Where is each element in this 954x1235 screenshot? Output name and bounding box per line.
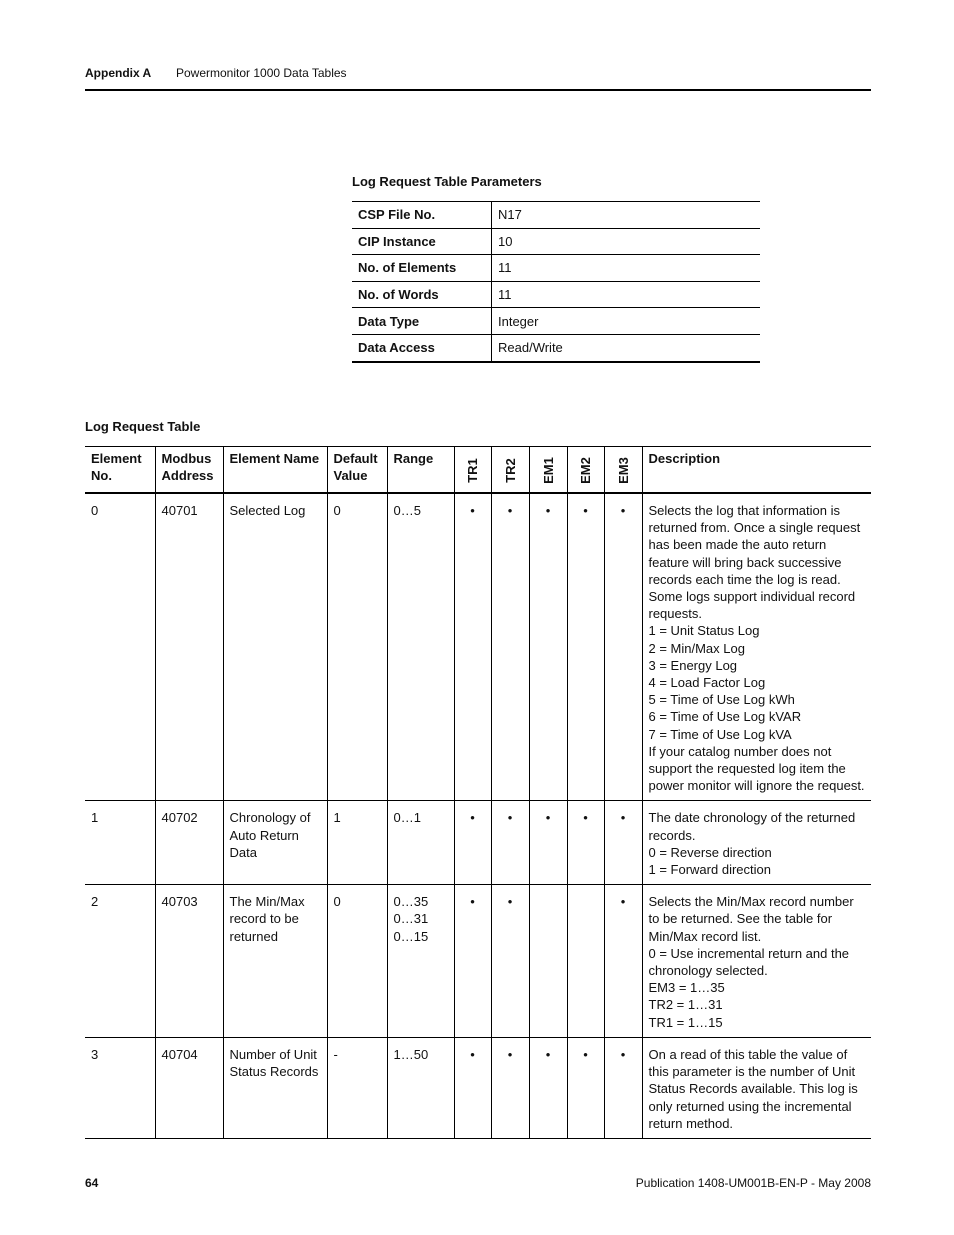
- param-key: No. of Elements: [352, 255, 492, 282]
- col-header-em2: [567, 447, 604, 494]
- cell-element-no: 2: [85, 885, 155, 1038]
- cell-em2: [567, 885, 604, 1038]
- cell-element-name: Selected Log: [223, 493, 327, 801]
- cell-tr2: •: [491, 1037, 529, 1138]
- description-line: If your catalog number does not support the requested log item the power monitor will ignore the request.: [648, 743, 865, 794]
- cell-modbus: 40704: [155, 1037, 223, 1138]
- cell-modbus: 40701: [155, 493, 223, 801]
- description-line: 4 = Load Factor Log: [648, 675, 766, 691]
- param-key: CIP Instance: [352, 228, 492, 255]
- cell-tr1: •: [454, 493, 491, 801]
- table-row: [85, 1037, 871, 1138]
- param-key: No. of Words: [352, 281, 492, 308]
- cell-tr1: •: [454, 885, 491, 1038]
- cell-em2: •: [567, 801, 604, 885]
- param-key: Data Type: [352, 308, 492, 335]
- cell-range: 1…50: [387, 1037, 454, 1138]
- cell-modbus: 40703: [155, 885, 223, 1038]
- description-line: 3 = Energy Log: [648, 657, 738, 673]
- page-number: 64: [85, 1176, 99, 1190]
- table-row: [352, 255, 760, 282]
- cell-tr2: •: [491, 801, 529, 885]
- description-line: Selects the log that information is returned from. Once a single request has been made the auto return feature will bring back successive records each time the log is read. Some logs support individual record requests.: [648, 503, 861, 622]
- description-line: On a read of this table the value of this parameter is the number of Unit Status Records available. This log is only returned using the incremental return method.: [648, 1046, 858, 1131]
- col-header-element-no: Element No.: [85, 447, 155, 494]
- cell-element-no: 3: [85, 1037, 155, 1138]
- cell-modbus: 40702: [155, 801, 223, 885]
- table-row: [85, 801, 871, 885]
- log-table-title: Log Request Table: [85, 419, 201, 434]
- cell-range: 0…5: [387, 493, 454, 801]
- cell-range: 0…1: [387, 801, 454, 885]
- table-header-row: [85, 447, 871, 494]
- appendix-label: Appendix A: [85, 66, 152, 80]
- description-line: TR2 = 1…31: [648, 997, 723, 1013]
- params-table-title: Log Request Table Parameters: [352, 174, 542, 189]
- col-header-tr2: [491, 447, 529, 494]
- param-value: 11: [492, 281, 761, 308]
- description-line: 6 = Time of Use Log kVAR: [648, 709, 802, 725]
- cell-em3: •: [604, 801, 642, 885]
- cell-element-name: The Min/Max record to be returned: [223, 885, 327, 1038]
- cell-em1: •: [529, 493, 567, 801]
- param-key: Data Access: [352, 334, 492, 361]
- col-header-default-value: Default Value: [327, 447, 387, 494]
- table-row: [352, 334, 760, 361]
- description-line: 0 = Reverse direction: [648, 844, 772, 860]
- cell-default: -: [327, 1037, 387, 1138]
- em3-label: EM3: [615, 457, 631, 484]
- description-line: TR1 = 1…15: [648, 1014, 723, 1030]
- cell-em2: •: [567, 493, 604, 801]
- table-row: [85, 493, 871, 801]
- description-line: Selects the Min/Max record number to be returned. See the table for Min/Max record list.: [648, 894, 854, 944]
- cell-em3: •: [604, 885, 642, 1038]
- cell-em3: •: [604, 493, 642, 801]
- col-header-description: Description: [642, 447, 871, 494]
- param-value: N17: [492, 202, 761, 229]
- table-row: [352, 308, 760, 335]
- col-header-element-name: Element Name: [223, 447, 327, 494]
- tr2-label: TR2: [502, 458, 518, 483]
- cell-em1: •: [529, 1037, 567, 1138]
- em2-label: EM2: [577, 457, 593, 484]
- log-request-table: [85, 446, 871, 1139]
- col-header-em3: [604, 447, 642, 494]
- description-line: 2 = Min/Max Log: [648, 640, 745, 656]
- cell-tr2: •: [491, 493, 529, 801]
- description-line: 5 = Time of Use Log kWh: [648, 692, 795, 708]
- cell-default: 0: [327, 493, 387, 801]
- description-line: 1 = Forward direction: [648, 862, 771, 878]
- em1-label: EM1: [540, 457, 556, 484]
- cell-tr1: •: [454, 1037, 491, 1138]
- param-value: 10: [492, 228, 761, 255]
- description-line: 7 = Time of Use Log kVA: [648, 726, 792, 742]
- cell-element-name: Number of Unit Status Records: [223, 1037, 327, 1138]
- page-header: [85, 66, 871, 88]
- param-key: CSP File No.: [352, 202, 492, 229]
- col-header-modbus: Modbus Address: [155, 447, 223, 494]
- param-value: Integer: [492, 308, 761, 335]
- table-row: [352, 202, 760, 229]
- cell-range: 0…35 0…31 0…15: [387, 885, 454, 1038]
- table-row: [85, 885, 871, 1038]
- cell-element-name: Chronology of Auto Return Data: [223, 801, 327, 885]
- cell-description: [642, 801, 871, 885]
- col-header-tr1: [454, 447, 491, 494]
- col-header-em1: [529, 447, 567, 494]
- table-row: [352, 281, 760, 308]
- description-line: EM3 = 1…35: [648, 980, 725, 996]
- description-line: 0 = Use incremental return and the chronology selected.: [648, 945, 850, 979]
- tr1-label: TR1: [465, 458, 480, 483]
- cell-element-no: 0: [85, 493, 155, 801]
- cell-default: 0: [327, 885, 387, 1038]
- param-value: Read/Write: [492, 334, 761, 361]
- params-table: [352, 201, 760, 363]
- cell-description: [642, 1037, 871, 1138]
- header-rule: [85, 89, 871, 91]
- cell-element-no: 1: [85, 801, 155, 885]
- table-row: [352, 228, 760, 255]
- cell-em3: •: [604, 1037, 642, 1138]
- cell-em2: •: [567, 1037, 604, 1138]
- description-line: 1 = Unit Status Log: [648, 623, 760, 639]
- cell-default: 1: [327, 801, 387, 885]
- description-line: The date chronology of the returned records.: [648, 810, 856, 843]
- cell-description: [642, 493, 871, 801]
- cell-tr2: •: [491, 885, 529, 1038]
- cell-em1: [529, 885, 567, 1038]
- cell-em1: •: [529, 801, 567, 885]
- header-title: Powermonitor 1000 Data Tables: [176, 66, 347, 80]
- cell-tr1: •: [454, 801, 491, 885]
- publication-info: Publication 1408-UM001B-EN-P - May 2008: [635, 1176, 871, 1190]
- param-value: 11: [492, 255, 761, 282]
- cell-description: [642, 885, 871, 1038]
- col-header-range: Range: [387, 447, 454, 494]
